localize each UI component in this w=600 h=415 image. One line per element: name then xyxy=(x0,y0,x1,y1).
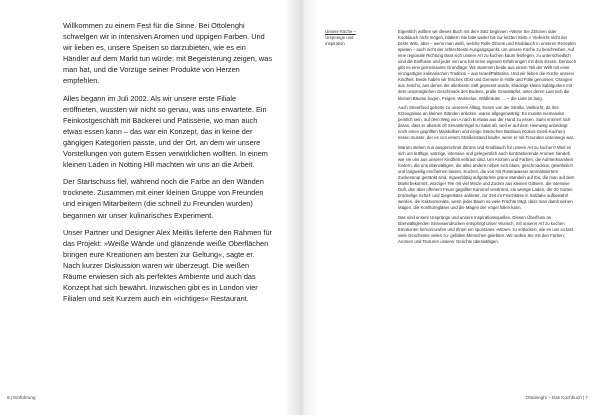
book-gutter xyxy=(283,0,319,415)
left-page-body xyxy=(63,20,272,310)
right-paragraph: Warum stehen nun ausgerechnet Zitrone und Knoblauch für unsere Art zu kochen? Weil es sich um kräftige, würzige, intensive und gelegentlich auch kontrastierende Aromen handelt, wie sie uns aus unserer Kindheit vertraut sind. Um Aromen und Farben, die Aufmerksamkeit fordern, die uns überwältigen, die alles andere neben sich blass, geschmacklos, gewöhnlich und langweilig erscheinen lassen. Kuchen, die von mit Rosenwasser aromatisiertem Zuckersirup getränkt sind, Ingwerblütig aufgetürmte grüne Mandeln auf Eis, die man auf dem Markt bekommt, würziger Tee mit viel Minze und Zucker aus kleinen Gläsern, die intensive Duft, den über offenem Feuer gegrillter Kammel verströmt, ein wenige Laden, der 20 Sorten bröckelige Schaf- und Ziegenkäse anbietet, zur Zeit im Frischkäse in Salzlake aufbewahrt werden, die Kaktusmonate, wenn jeder Baum so viele Früchte trägt, dass man damit seinen Magen, die Konfitüregläser und die Mägen der Vögel füllen kann. xyxy=(398,144,575,211)
right-paragraph: Auch Streetfood gehörte zu unserem Alltag, Essen von der Straße. Vielleicht, da ihre Erzeugnisse an kleinen Ständen anboten, waren allgegenwärtig. Es musste niemanden peinlich sein, auf dem Weg von A nach B etwas aus der Hand zu essen. Sami erinnert sich daran, dass er abends oft Sesamkringel zu Salat aß, weil er auf dem Heimweg unbedingt noch einen gegrillten Maiskolben und einige Stückchen Basbusa (Kokos-Grieß-Kuchen) essen musste, der es von einem Straßenstand kaufte, wenn er mit Freunden unterwegs war. xyxy=(398,105,575,141)
left-paragraph: Alles begann im Juli 2002. Als wir unsere erste Filiale eröffneten, wussten wir nicht so genau, was uns erwartete. Ein Feinkostgeschäft mit Bäckerei und Patisserie, wo man auch etwas essen kann – das war ein Konzept, das in keine der gängigen Kategorien passte, und der Ort, an dem wir unsere Vorstellungen von gutem Essen verwirklichen wollten. In einem kleinen Laden in Notting Hill machten wir uns an die Arbeit. xyxy=(63,93,268,170)
right-paragraph: Das sind unsere Ursprünge und unsere Inspirationsquellen. Diesen Überfluss an überwältigenden Sinneseindrücken entspringt unser Wunsch, mit unserer Art zu kochen Emotionen hervorzurufen und Ihnen ein spontanes »Wow!« zu entlocken, wie es uns so fast viele Geschenke vieles zu- gefallen Menschen gelebten. Wir wollen Sie mit den Farben, Aromen und Texturen unserer Gerichte überwältigen. xyxy=(398,214,574,245)
side-note-line: Inspiration xyxy=(325,40,345,46)
left-page-footer: 6 | Einführung xyxy=(7,395,36,400)
right-paragraph: Eigentlich wollten wir dieses Buch mit dem Satz beginnen »Wenn Sie Zitronen oder Knoblauch nicht mögen, blättern Sie bitte weiter bis zur letzten Seite.« Vielleicht nicht der beste Witz, aber – wenn man weiß, welche Rolle Zitrone und Knoblauch in unseren Rezepten spielen – auch nicht der schlechteste Ausgangspunkt, um unsere Küche zu beschreiben. Auf eine regionale Richtung lässt sich unsere Art zu kochen kaum festlegen, zu unterschiedlich sind die Einflüsse und jeder von uns hat seine eigenen Erfahrungen mit dem Essen. Dennoch gibt es eine gemeinsame Grundlage: Wir stammen beide aus einem Teil der Welt mit einer einzigartigen kulinarischen Tradition – aus Israel/Palästina. Und wir lieben die Küche unserer Kindheit. Beide haben wir frisches Obst und Gemüse in Hülle und Fülle genossen: Orangen aus Jericho, aus denen der allerbeste Saft gepresst wurde, knackige kleine Salatgurken mit dem ursprünglichen Geschmack des Bodens, pralle Granatäpfel, unter deren Last sich die kleinen Bäume bogen, Feigen, Wolmeloe, Wildkräuter … – die Liste ist lang. xyxy=(398,29,576,101)
side-note-title: Unsere Küche – xyxy=(325,29,356,34)
side-note xyxy=(325,29,387,47)
left-paragraph: Unser Partner und Designer Alex Meitlis lieferte den Rahmen für das Projekt: »Weiße Wände und glänzende weiße Oberflächen bringen eure Kreationen am besten zur Geltung«, sagte er. Nach kurzer Diskussion waren wir überzeugt. Die weißen Räume erwiesen sich als perfektes Ambiente und auch das Konzept hat sich bewährt. Inzwischen gibt es in London vier Filialen und seit Kurzem auch ein »richtiges« Restaurant. xyxy=(63,227,272,304)
right-page-footer: Ottolenghi – Das Kochbuch | 7 xyxy=(525,395,588,400)
left-paragraph: Willkommen zu einem Fest für die Sinne. Bei Ottolenghi schwelgen wir in intensiven Aromen und üppigen Farben. Und wir lieben es, unsere Speisen so darzubieten, wie es ein Händler auf dem Markt tun würde: mit Begeisterung zeigen, was man hat, und die Vorzüge seiner Produkte von Herzen empfehlen. xyxy=(63,21,272,86)
left-paragraph: Der Startschuss fiel, während noch die Farbe an den Wänden trocknete. Zusammen mit einer kleinen Gruppe von Freunden und einigen Mitarbeitern (die schnell zu Freunden wurden) begannen wir unser kulinarisches Experiment. xyxy=(63,177,264,220)
side-note-line: Ursprünge und xyxy=(325,34,354,40)
right-page-body xyxy=(398,29,576,249)
